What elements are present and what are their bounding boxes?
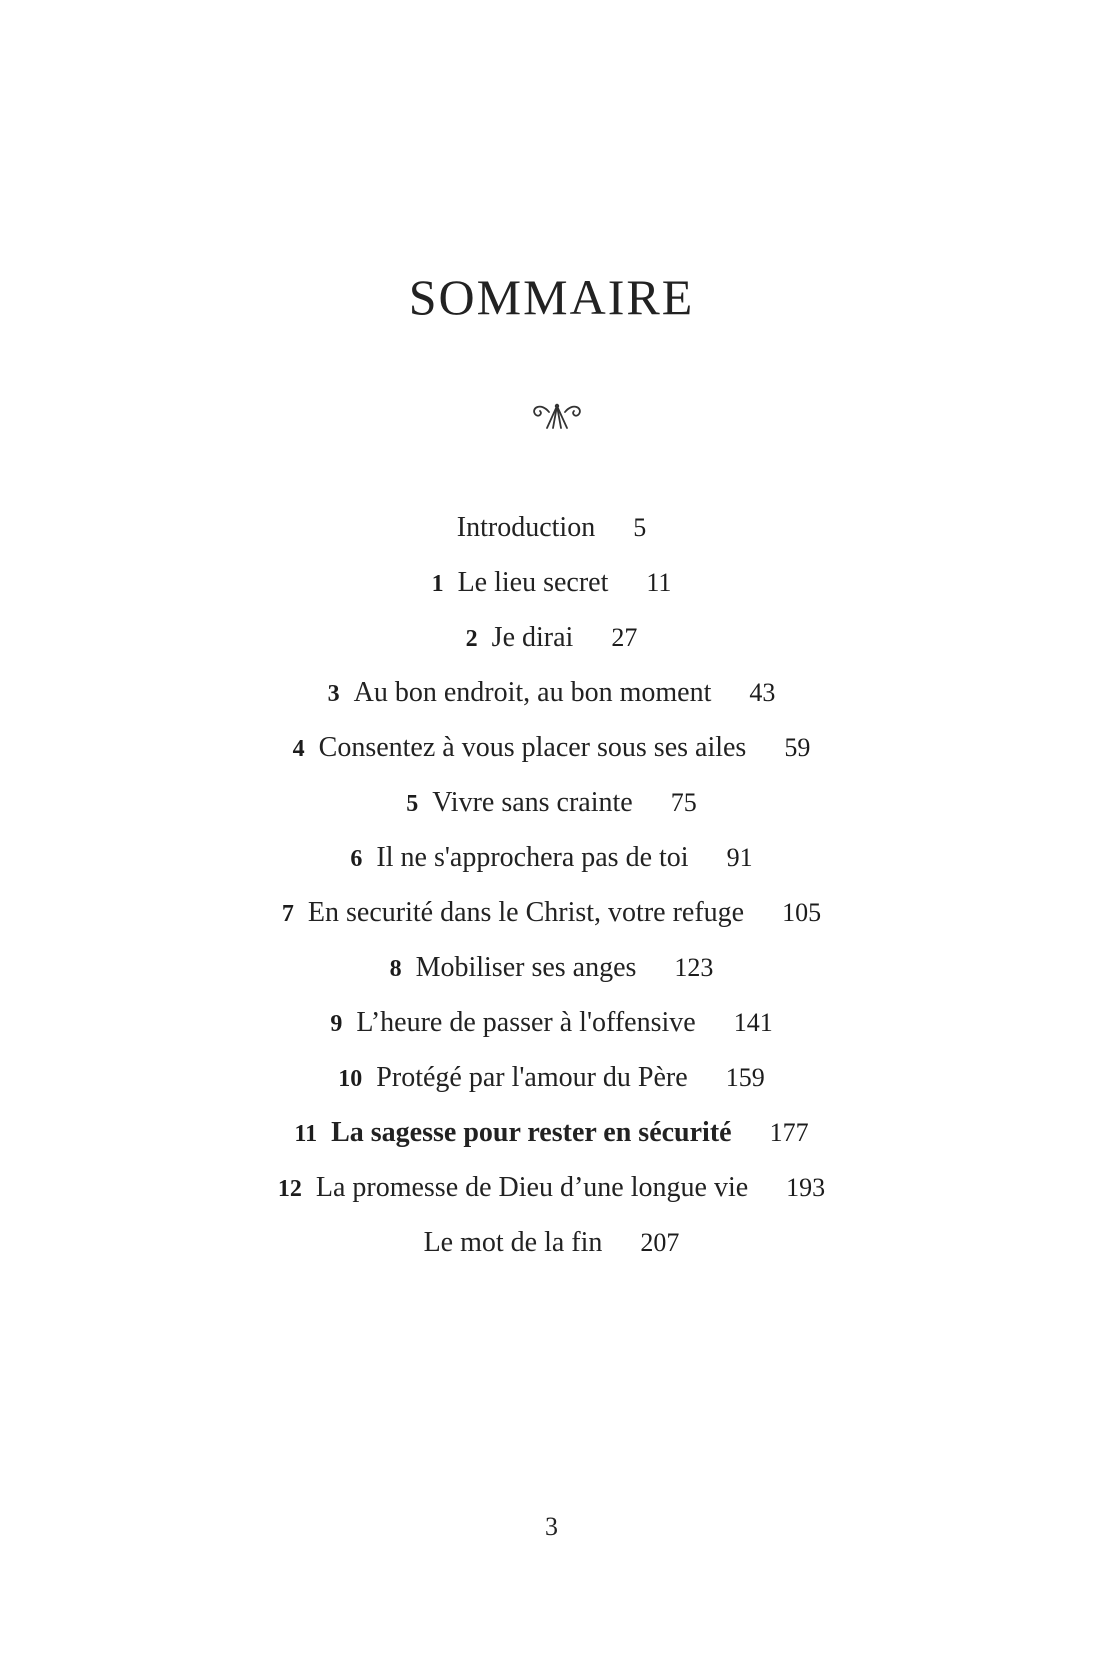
page-ref: 27 xyxy=(611,623,638,652)
page-ref: 43 xyxy=(749,678,776,707)
chapter-title: Je dirai xyxy=(491,622,574,653)
page-title: SOMMAIRE xyxy=(408,269,695,325)
page-ref: 141 xyxy=(733,1008,773,1037)
toc-entry xyxy=(0,1215,1103,1270)
chapter-number: 1 xyxy=(431,571,444,597)
chapter-number: 7 xyxy=(281,901,294,927)
page-ref: 177 xyxy=(769,1118,809,1147)
toc-entry xyxy=(0,1160,1103,1215)
chapter-number: 2 xyxy=(465,626,478,652)
toc-entry xyxy=(0,500,1103,555)
chapter-title: Il ne s'approchera pas de toi xyxy=(376,842,689,873)
page-ref: 75 xyxy=(670,788,697,817)
chapter-title: Consentez à vous placer sous ses ailes xyxy=(318,732,747,763)
toc-entry xyxy=(0,940,1103,995)
page-ref: 5 xyxy=(633,513,647,542)
chapter-title: La promesse de Dieu d’une longue vie xyxy=(315,1172,749,1203)
toc-entry xyxy=(0,720,1103,775)
chapter-number: 8 xyxy=(389,956,402,982)
table-of-contents xyxy=(0,500,1103,1270)
chapter-number: 4 xyxy=(292,736,305,762)
page-ref: 59 xyxy=(784,733,811,762)
page-ref: 123 xyxy=(674,953,714,982)
chapter-title: En securité dans le Christ, votre refuge xyxy=(307,897,745,928)
chapter-title: La sagesse pour rester en sécurité xyxy=(331,1117,732,1148)
chapter-title: Vivre sans crainte xyxy=(432,787,633,818)
chapter-title: Au bon endroit, au bon moment xyxy=(353,677,712,708)
page-ref: 193 xyxy=(786,1173,826,1202)
toc-entry xyxy=(0,885,1103,940)
page-ref: 207 xyxy=(640,1228,680,1257)
chapter-title: L’heure de passer à l'offensive xyxy=(356,1007,696,1038)
chapter-number: 11 xyxy=(294,1121,318,1147)
chapter-number: 10 xyxy=(338,1066,363,1092)
page-ref: 11 xyxy=(646,568,672,597)
toc-entry xyxy=(0,555,1103,610)
page-ref: 105 xyxy=(782,898,822,927)
chapter-title: Le lieu secret xyxy=(457,567,609,598)
toc-entry xyxy=(0,775,1103,830)
fleuron-ornament-icon xyxy=(527,398,587,434)
chapter-title: Introduction xyxy=(456,512,596,543)
toc-entry xyxy=(0,830,1103,885)
page-ref: 159 xyxy=(725,1063,765,1092)
chapter-number: 3 xyxy=(327,681,340,707)
chapter-number: 6 xyxy=(350,846,363,872)
toc-entry xyxy=(0,665,1103,720)
page-number: 3 xyxy=(545,1512,558,1541)
page-ref: 91 xyxy=(726,843,753,872)
toc-entry xyxy=(0,610,1103,665)
chapter-title: Protégé par l'amour du Père xyxy=(376,1062,688,1093)
chapter-title: Le mot de la fin xyxy=(423,1227,603,1258)
toc-entry xyxy=(0,995,1103,1050)
toc-entry xyxy=(0,1050,1103,1105)
chapter-number: 12 xyxy=(277,1176,302,1202)
chapter-number: 9 xyxy=(330,1011,343,1037)
chapter-number: 5 xyxy=(406,791,419,817)
chapter-title: Mobiliser ses anges xyxy=(415,952,637,983)
toc-entry xyxy=(0,1105,1103,1160)
